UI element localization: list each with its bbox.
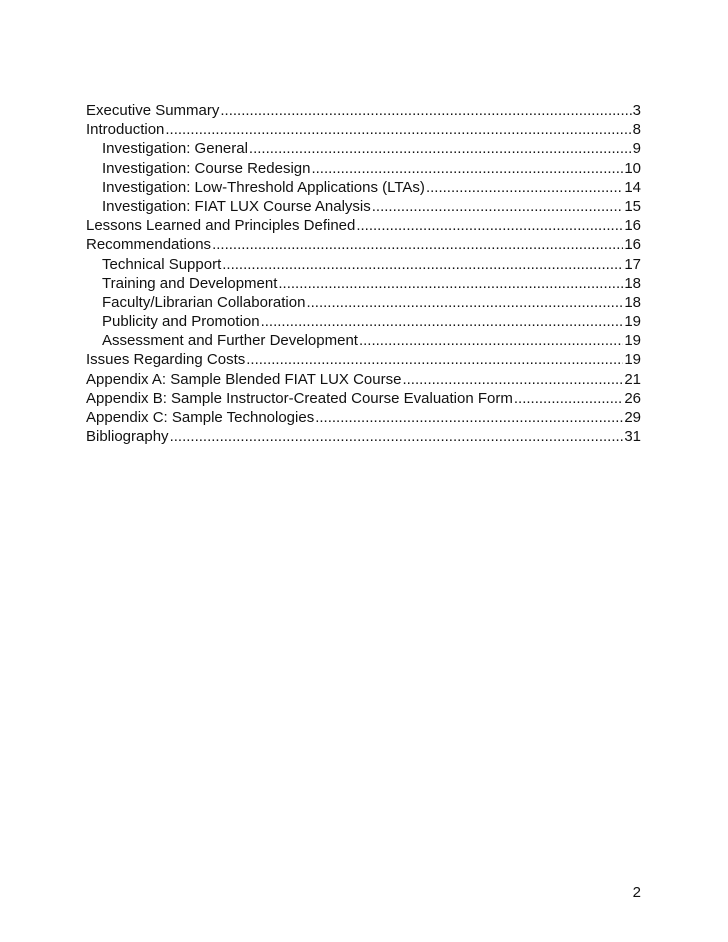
- dot-leader: [306, 293, 623, 312]
- toc-entry-page: 18: [624, 274, 641, 292]
- dot-leader: [514, 389, 623, 408]
- toc-entry[interactable]: [86, 197, 641, 216]
- toc-entry[interactable]: [86, 293, 641, 312]
- toc-entry-page: 16: [624, 217, 641, 235]
- toc-entry[interactable]: [86, 159, 641, 178]
- toc-entry-page: 17: [624, 255, 641, 273]
- toc-entry[interactable]: [86, 120, 641, 139]
- dot-leader: [426, 178, 623, 197]
- toc-entry[interactable]: [86, 370, 641, 389]
- toc-entry[interactable]: [86, 427, 641, 446]
- toc-entry-page: 14: [624, 178, 641, 196]
- toc-entry-title: Investigation: FIAT LUX Course Analysis: [102, 197, 371, 215]
- toc-entry-title: Issues Regarding Costs: [86, 351, 246, 369]
- toc-entry-title: Bibliography: [86, 428, 169, 446]
- toc-entry-title: Investigation: Course Redesign: [102, 159, 311, 177]
- toc-entry[interactable]: [86, 312, 641, 331]
- toc-entry[interactable]: [86, 139, 641, 158]
- toc-entry[interactable]: [86, 389, 641, 408]
- toc-entry-title: Investigation: General: [102, 140, 248, 158]
- toc-entry[interactable]: [86, 235, 641, 254]
- toc-entry-title: Appendix B: Sample Instructor-Created Course Evaluation Form: [86, 389, 513, 407]
- dot-leader: [246, 350, 623, 369]
- toc-entry-page: 19: [624, 313, 641, 331]
- toc-entry-page: 16: [624, 236, 641, 254]
- toc-entry-title: Appendix A: Sample Blended FIAT LUX Course: [86, 370, 402, 388]
- toc-entry-title: Investigation: Low-Threshold Applications (LTAs): [102, 178, 425, 196]
- toc-entry-page: 3: [632, 102, 641, 119]
- dot-leader: [212, 235, 623, 254]
- dot-leader: [278, 274, 623, 293]
- toc-entry[interactable]: [86, 408, 641, 427]
- toc-entry[interactable]: [86, 331, 641, 350]
- dot-leader: [170, 427, 624, 446]
- dot-leader: [311, 159, 623, 178]
- dot-leader: [359, 331, 623, 350]
- dot-leader: [356, 216, 623, 235]
- toc-entry-title: Training and Development: [102, 274, 278, 292]
- toc-entry-page: 9: [632, 140, 641, 158]
- toc-entry[interactable]: [86, 350, 641, 369]
- toc-entry-page: 21: [624, 370, 641, 388]
- toc-entry-page: 18: [624, 293, 641, 311]
- toc-entry-title: Lessons Learned and Principles Defined: [86, 217, 356, 235]
- dot-leader: [220, 101, 631, 120]
- dot-leader: [249, 139, 632, 158]
- table-of-contents: [86, 101, 641, 446]
- toc-entry-page: 19: [624, 351, 641, 369]
- toc-entry[interactable]: [86, 255, 641, 274]
- toc-entry-title: Assessment and Further Development: [102, 332, 358, 350]
- toc-entry-page: 15: [624, 197, 641, 215]
- toc-entry-title: Faculty/Librarian Collaboration: [102, 293, 306, 311]
- toc-entry-page: 10: [624, 159, 641, 177]
- toc-entry-page: 19: [624, 332, 641, 350]
- toc-entry-page: 31: [624, 428, 641, 446]
- page-number: 2: [632, 884, 641, 901]
- toc-entry-page: 26: [624, 389, 641, 407]
- dot-leader: [402, 370, 623, 389]
- toc-entry-title: Technical Support: [102, 255, 222, 273]
- toc-entry-page: 29: [624, 409, 641, 426]
- dot-leader: [315, 408, 623, 427]
- toc-entry-title: Executive Summary: [86, 102, 220, 119]
- dot-leader: [372, 197, 624, 216]
- toc-entry-title: Recommendations: [86, 236, 212, 254]
- toc-entry-title: Publicity and Promotion: [102, 313, 260, 331]
- toc-entry[interactable]: [86, 274, 641, 293]
- toc-entry[interactable]: [86, 101, 641, 120]
- dot-leader: [261, 312, 624, 331]
- dot-leader: [222, 255, 623, 274]
- toc-entry-page: 8: [632, 121, 641, 139]
- toc-entry-title: Introduction: [86, 121, 165, 139]
- toc-entry-title: Appendix C: Sample Technologies: [86, 409, 315, 426]
- dot-leader: [165, 120, 631, 139]
- toc-entry[interactable]: [86, 178, 641, 197]
- toc-entry[interactable]: [86, 216, 641, 235]
